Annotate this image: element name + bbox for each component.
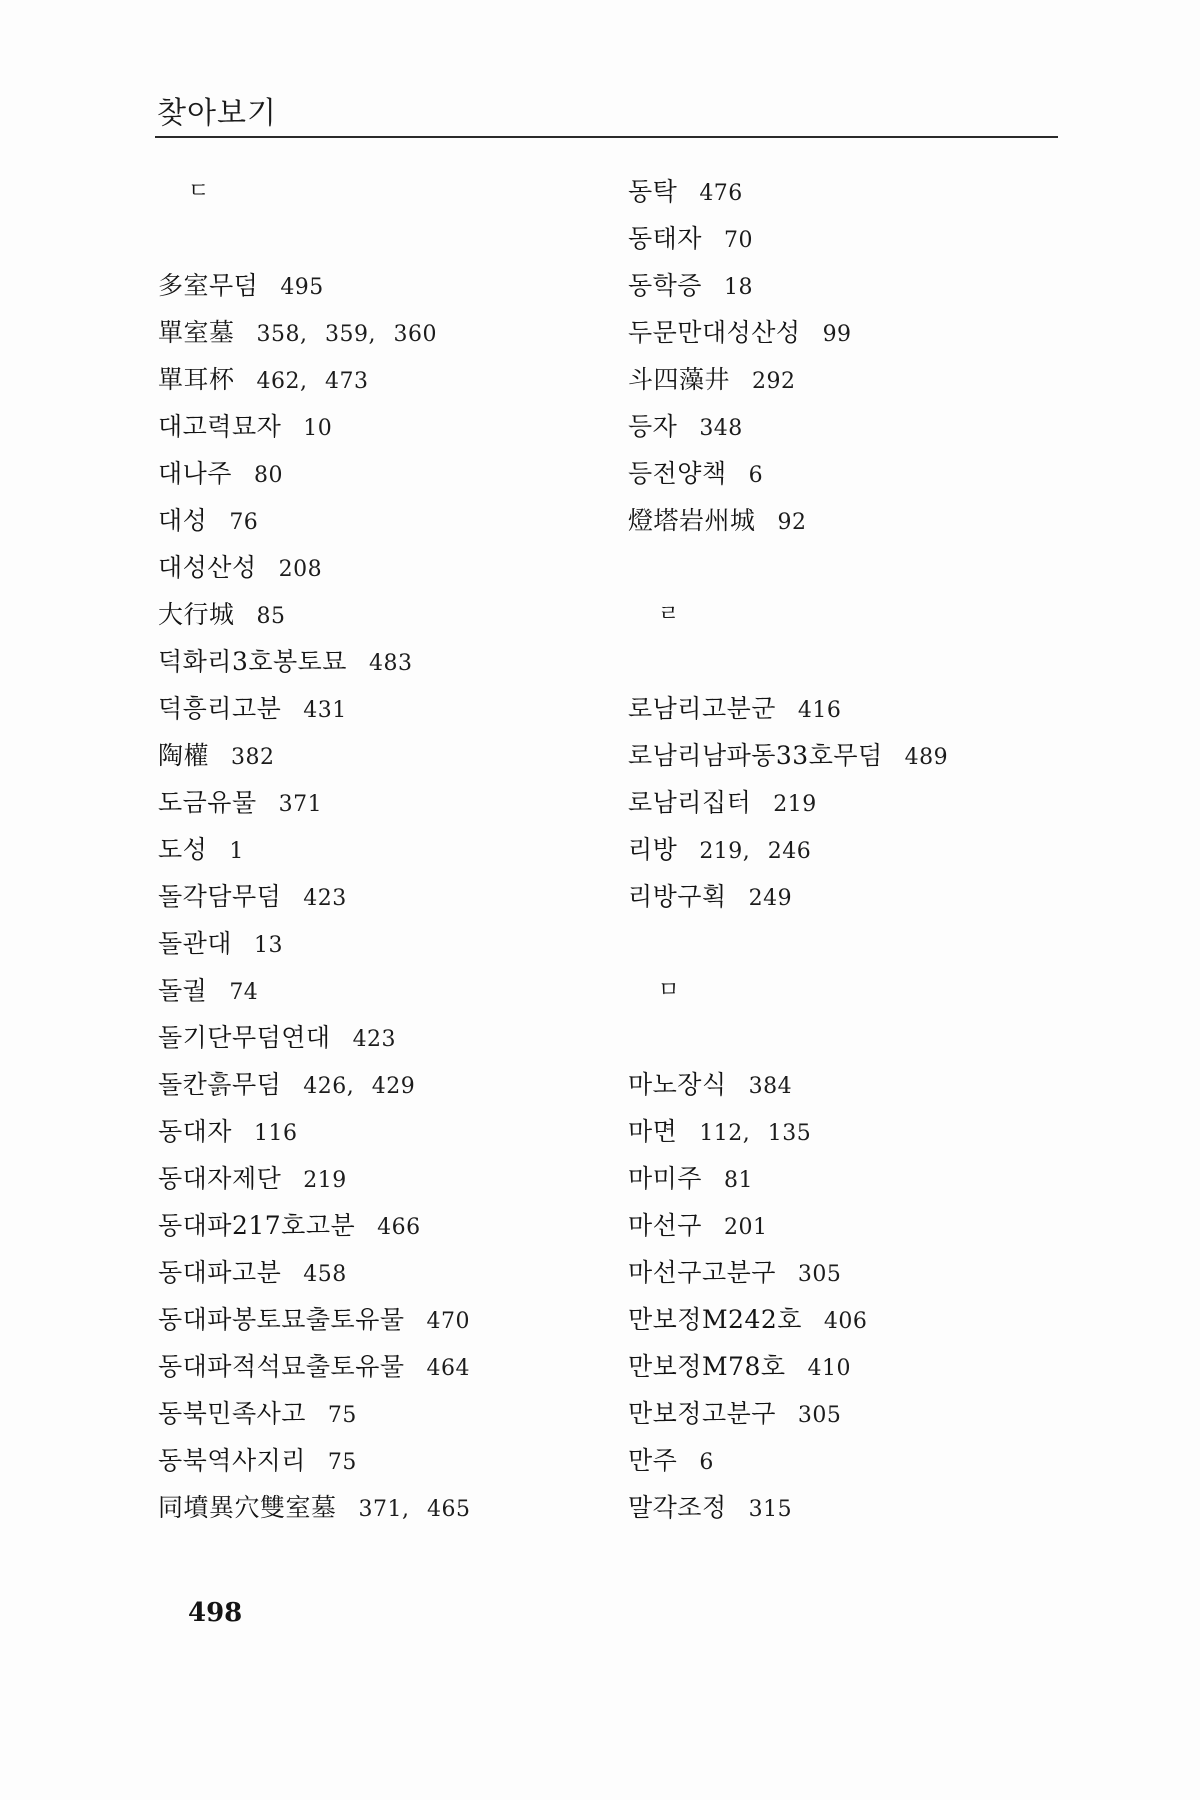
index-page-refs: 219, 246 (699, 839, 812, 864)
index-term: 마선구고분구 (628, 1258, 776, 1287)
index-term: 돌관대 (158, 929, 232, 958)
index-page-refs: 85 (256, 604, 286, 629)
index-page-refs: 348 (699, 416, 743, 441)
index-entry (158, 1249, 628, 1296)
index-term: 돌궐 (158, 976, 208, 1005)
running-head: 찾아보기 (157, 96, 277, 131)
index-page-refs: 75 (327, 1450, 357, 1475)
section-letter: ㄷ (188, 179, 210, 204)
index-entry (158, 1155, 628, 1202)
index-page-refs: 18 (723, 275, 753, 300)
index-term: 대고력묘자 (158, 412, 282, 441)
page-number: 498 (188, 1598, 243, 1628)
index-entry (158, 591, 628, 638)
index-page-refs: 384 (748, 1074, 793, 1099)
index-entry (628, 1437, 1098, 1484)
index-entry (628, 1296, 1098, 1343)
index-page-refs: 292 (752, 369, 796, 394)
index-page-refs: 6 (748, 463, 764, 488)
index-page-refs: 74 (229, 980, 259, 1005)
index-entry (158, 826, 628, 873)
index-entry (628, 1390, 1098, 1437)
index-entry (158, 967, 628, 1014)
index-term: 마면 (628, 1117, 678, 1146)
index-page-refs: 81 (723, 1168, 753, 1193)
index-term: 대성산성 (158, 553, 257, 582)
index-entry (158, 309, 628, 356)
index-page-refs: 406 (823, 1309, 868, 1334)
index-page-refs: 358, 359, 360 (256, 322, 437, 347)
index-term: 등자 (628, 412, 678, 441)
index-entry (158, 638, 628, 685)
index-term: 돌기단무덤연대 (158, 1023, 331, 1052)
header-rule (155, 136, 1058, 138)
index-entry (628, 779, 1098, 826)
index-entry (628, 403, 1098, 450)
index-term: 로남리고분군 (628, 694, 776, 723)
index-page-refs: 458 (303, 1262, 347, 1287)
index-term: 만보정고분구 (628, 1399, 776, 1428)
index-page-refs: 410 (807, 1356, 852, 1381)
index-entry (158, 685, 628, 732)
index-page-refs: 431 (303, 698, 347, 723)
index-entry (158, 873, 628, 920)
index-page-refs: 1 (229, 839, 244, 864)
index-entry (158, 732, 628, 779)
index-page-refs: 483 (368, 651, 413, 676)
index-page-refs: 249 (748, 886, 793, 911)
index-page-refs: 315 (748, 1497, 793, 1522)
index-spacer (628, 1014, 1098, 1061)
index-entry (628, 497, 1098, 544)
index-page-refs: 92 (777, 510, 807, 535)
index-page-refs: 462, 473 (256, 369, 369, 394)
index-page-refs: 70 (723, 228, 753, 253)
index-term: 多室무덤 (158, 271, 259, 300)
index-term: 만보정M242호 (628, 1305, 802, 1334)
index-column-left (158, 168, 628, 1531)
index-page-refs: 382 (231, 745, 275, 770)
index-entry (158, 1296, 628, 1343)
index-entry (158, 1390, 628, 1437)
index-column-right (628, 168, 1098, 1531)
index-term: 도성 (158, 835, 208, 864)
index-term: 大行城 (158, 600, 235, 629)
index-term: 덕흥리고분 (158, 694, 282, 723)
index-term: 만주 (628, 1446, 678, 1475)
index-term: 동대자제단 (158, 1164, 282, 1193)
index-term: 리방 (628, 835, 678, 864)
index-entry (628, 1061, 1098, 1108)
index-entry (628, 685, 1098, 732)
index-page-refs: 13 (253, 933, 283, 958)
index-entry (158, 544, 628, 591)
index-page-refs: 116 (253, 1121, 298, 1146)
index-spacer (158, 215, 628, 262)
index-term: 로남리집터 (628, 788, 752, 817)
index-spacer (628, 638, 1098, 685)
section-letter: ㅁ (658, 978, 680, 1003)
index-term: 동태자 (628, 224, 702, 253)
index-term: 동북역사지리 (158, 1446, 306, 1475)
index-page-refs: 99 (822, 322, 852, 347)
index-page-refs: 10 (303, 416, 333, 441)
index-page-refs: 489 (904, 745, 949, 770)
index-term: 동대파고분 (158, 1258, 282, 1287)
index-page-refs: 423 (303, 886, 347, 911)
index-entry (628, 215, 1098, 262)
index-page-refs: 371, 465 (358, 1497, 471, 1522)
section-letter: ㄹ (658, 602, 680, 627)
index-entry (628, 826, 1098, 873)
index-page-refs: 466 (377, 1215, 421, 1240)
index-entry (628, 309, 1098, 356)
index-page-refs: 219 (303, 1168, 347, 1193)
index-page-refs: 464 (426, 1356, 471, 1381)
index-page-refs: 80 (253, 463, 283, 488)
index-entry (158, 497, 628, 544)
index-page-refs: 495 (280, 275, 324, 300)
index-page-refs: 371 (278, 792, 323, 817)
index-term: 동대파217호고분 (158, 1211, 356, 1240)
index-entry (158, 1437, 628, 1484)
index-spacer (628, 920, 1098, 967)
index-term: 대나주 (158, 459, 232, 488)
index-term: 마선구 (628, 1211, 702, 1240)
index-entry (158, 262, 628, 309)
index-term: 로남리남파동33호무덤 (628, 741, 883, 770)
index-entry (628, 262, 1098, 309)
index-entry (628, 1108, 1098, 1155)
index-term: 리방구획 (628, 882, 727, 911)
index-entry (628, 1202, 1098, 1249)
index-page-refs: 219 (773, 792, 817, 817)
index-term: 陶權 (158, 741, 210, 770)
index-term: 동학증 (628, 271, 702, 300)
index-term: 동대자 (158, 1117, 232, 1146)
index-page-refs: 75 (327, 1403, 357, 1428)
index-page-refs: 416 (797, 698, 842, 723)
index-entry (158, 1343, 628, 1390)
index-entry (158, 1108, 628, 1155)
index-entry (158, 1061, 628, 1108)
index-page-refs: 476 (699, 181, 743, 206)
index-term: 두문만대성산성 (628, 318, 801, 347)
index-entry (158, 356, 628, 403)
index-term: 동대파봉토묘출토유물 (158, 1305, 405, 1334)
index-term: 동대파적석묘출토유물 (158, 1352, 405, 1381)
index-term: 燈塔岩州城 (628, 506, 756, 535)
index-term: 말각조정 (628, 1493, 727, 1522)
index-page-refs: 6 (699, 1450, 714, 1475)
index-entry (158, 1014, 628, 1061)
index-page-refs: 470 (426, 1309, 471, 1334)
index-page-refs: 305 (797, 1262, 842, 1287)
index-term: 마미주 (628, 1164, 702, 1193)
index-term: 單耳杯 (158, 365, 235, 394)
index-spacer (628, 544, 1098, 591)
index-term: 마노장식 (628, 1070, 727, 1099)
index-term: 同墳異穴雙室墓 (158, 1493, 337, 1522)
index-term: 만보정M78호 (628, 1352, 786, 1381)
index-entry (158, 1484, 628, 1531)
index-entry (628, 450, 1098, 497)
index-entry (158, 450, 628, 497)
index-term: 돌각담무덤 (158, 882, 282, 911)
index-term: 單室墓 (158, 318, 235, 347)
index-term: 등전양책 (628, 459, 727, 488)
index-term: 돌칸흙무덤 (158, 1070, 282, 1099)
index-term: 도금유물 (158, 788, 257, 817)
index-page-refs: 423 (352, 1027, 397, 1052)
index-term: 덕화리3호봉토묘 (158, 647, 347, 676)
index-term: 동북민족사고 (158, 1399, 306, 1428)
index-entry (158, 1202, 628, 1249)
index-entry (628, 732, 1098, 779)
index-entry (158, 779, 628, 826)
index-entry (628, 873, 1098, 920)
index-entry (158, 920, 628, 967)
index-page-refs: 112, 135 (699, 1121, 812, 1146)
index-term: 대성 (158, 506, 208, 535)
index-term: 斗四藻井 (628, 365, 731, 394)
index-page-refs: 208 (278, 557, 323, 582)
index-term: 동탁 (628, 177, 678, 206)
index-entry (628, 168, 1098, 215)
index-page-refs: 305 (797, 1403, 842, 1428)
index-entry (628, 1155, 1098, 1202)
index-entry (628, 356, 1098, 403)
index-page-refs: 76 (229, 510, 259, 535)
index-entry (628, 1484, 1098, 1531)
index-page-refs: 201 (723, 1215, 768, 1240)
index-page-refs: 426, 429 (303, 1074, 416, 1099)
index-entry (628, 1249, 1098, 1296)
index-entry (158, 403, 628, 450)
index-entry (628, 1343, 1098, 1390)
